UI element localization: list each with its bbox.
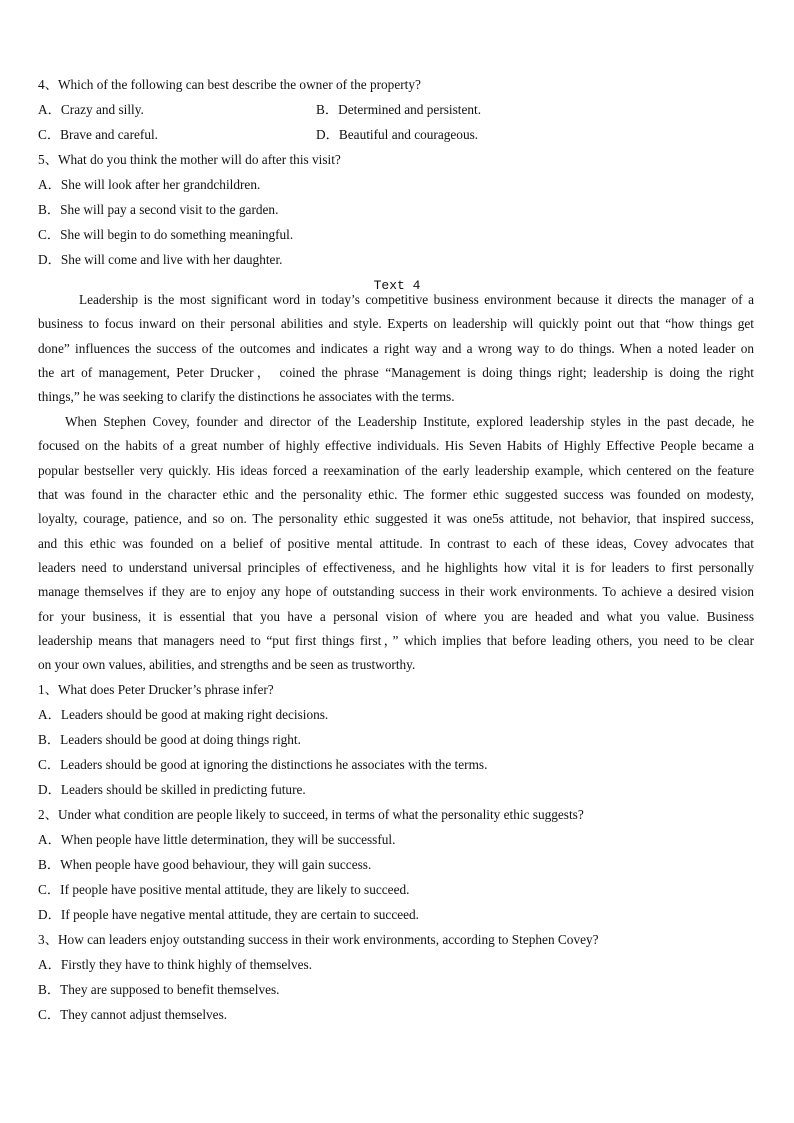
question-1-option-a: A．Leaders should be good at making right decisions. bbox=[38, 707, 329, 722]
passage-line: focused on the habits of a great number of highly effective individuals. His Seven Habits of Highly Effective People became a bbox=[38, 438, 754, 454]
question-5-option-c: C．She will begin to do something meaningful. bbox=[38, 227, 294, 242]
passage-line: When Stephen Covey, founder and director of the Leadership Institute, explored leadership styles in the past decade, he bbox=[65, 414, 754, 429]
passage-line: Leadership is the most significant word in today’s competitive business environment because it directs the manager of a bbox=[79, 292, 754, 307]
question-2-option-c: C．If people have positive mental attitude, they are likely to succeed. bbox=[38, 882, 410, 897]
question-5-stem: 5、What do you think the mother will do after this visit? bbox=[38, 152, 341, 167]
question-5-option-a: A．She will look after her grandchildren. bbox=[38, 177, 261, 192]
question-5-option-b: B．She will pay a second visit to the garden. bbox=[38, 202, 279, 217]
question-3-stem: 3、How can leaders enjoy outstanding success in their work environments, according to Stephen Covey? bbox=[38, 932, 599, 947]
text-4-title: Text 4 bbox=[373, 278, 421, 293]
passage-line: on your own values, abilities, and strengths and be seen as trustworthy. bbox=[38, 657, 416, 673]
question-2-option-d: D．If people have negative mental attitude, they are certain to succeed. bbox=[38, 907, 420, 922]
passage-paragraph-1 bbox=[38, 288, 754, 410]
question-5-option-d: D．She will come and live with her daughter. bbox=[38, 252, 283, 267]
passage-line: the art of management, Peter Drucker， coined the phrase “Management is doing things right; leadership is doing the right bbox=[38, 365, 754, 381]
passage-line: that was found in the character ethic and the personality ethic. The former ethic suggested success was founded on modesty, bbox=[38, 487, 754, 503]
passage-line: popular bestseller very quickly. His ideas forced a reexamination of the early leadership example, which centered on the feature bbox=[38, 462, 754, 478]
passage-line: done” influences the success of the outcomes and indicates a right way and a wrong way to do things. When a noted leader on bbox=[38, 340, 754, 356]
question-3-option-b: B．They are supposed to benefit themselves. bbox=[38, 982, 280, 997]
question-4-option-c: C．Brave and careful. bbox=[38, 127, 158, 142]
passage-line: things,” he was seeking to clarify the distinctions he associates with the terms. bbox=[38, 389, 455, 405]
passage-line: and this ethic was founded on a belief of positive mental attitude. In contrast to each of these ideas, Covey advocates that bbox=[38, 535, 754, 551]
question-4-option-d: D．Beautiful and courageous. bbox=[316, 127, 479, 142]
question-3-option-c: C．They cannot adjust themselves. bbox=[38, 1007, 228, 1022]
question-1-option-c: C．Leaders should be good at ignoring the distinctions he associates with the terms. bbox=[38, 757, 488, 772]
passage-line: leadership means that managers need to “put first things first，” which implies that before leading others, you need to be clear bbox=[38, 633, 754, 649]
question-2-option-b: B．When people have good behaviour, they will gain success. bbox=[38, 857, 372, 872]
question-1-option-b: B．Leaders should be good at doing things right. bbox=[38, 732, 301, 747]
question-1-stem: 1、What does Peter Drucker’s phrase infer? bbox=[38, 682, 274, 697]
question-2-option-a: A．When people have little determination, they will be successful. bbox=[38, 832, 396, 847]
passage-paragraph-2 bbox=[38, 410, 754, 678]
passage-line: loyalty, courage, patience, and so on. The personality ethic suggested it was one5s attitude, not behavior, that inspired success, bbox=[38, 511, 754, 527]
passage-line: manage themselves if they are to enjoy any hope of outstanding success in their work environments. To achieve a desired vision bbox=[38, 584, 754, 600]
passage-line: business to focus inward on their personal abilities and style. Experts on leadership will quickly point out that “how things get bbox=[38, 316, 754, 332]
question-3-option-a: A．Firstly they have to think highly of themselves. bbox=[38, 957, 313, 972]
question-1-option-d: D．Leaders should be skilled in predicting future. bbox=[38, 782, 306, 797]
passage-line: for your business, it is essential that you have a personal vision of where you are headed and what you value. Business bbox=[38, 608, 754, 624]
question-4-option-a: A．Crazy and silly. bbox=[38, 102, 144, 117]
question-2-stem: 2、Under what condition are people likely to succeed, in terms of what the personality ethic suggests? bbox=[38, 807, 584, 822]
question-4-option-b: B．Determined and persistent. bbox=[316, 102, 482, 117]
question-4-stem: 4、Which of the following can best describe the owner of the property? bbox=[38, 77, 421, 92]
passage-line: leaders need to understand universal principles of effectiveness, and he highlights how vital it is for leaders to first personally bbox=[38, 560, 754, 576]
